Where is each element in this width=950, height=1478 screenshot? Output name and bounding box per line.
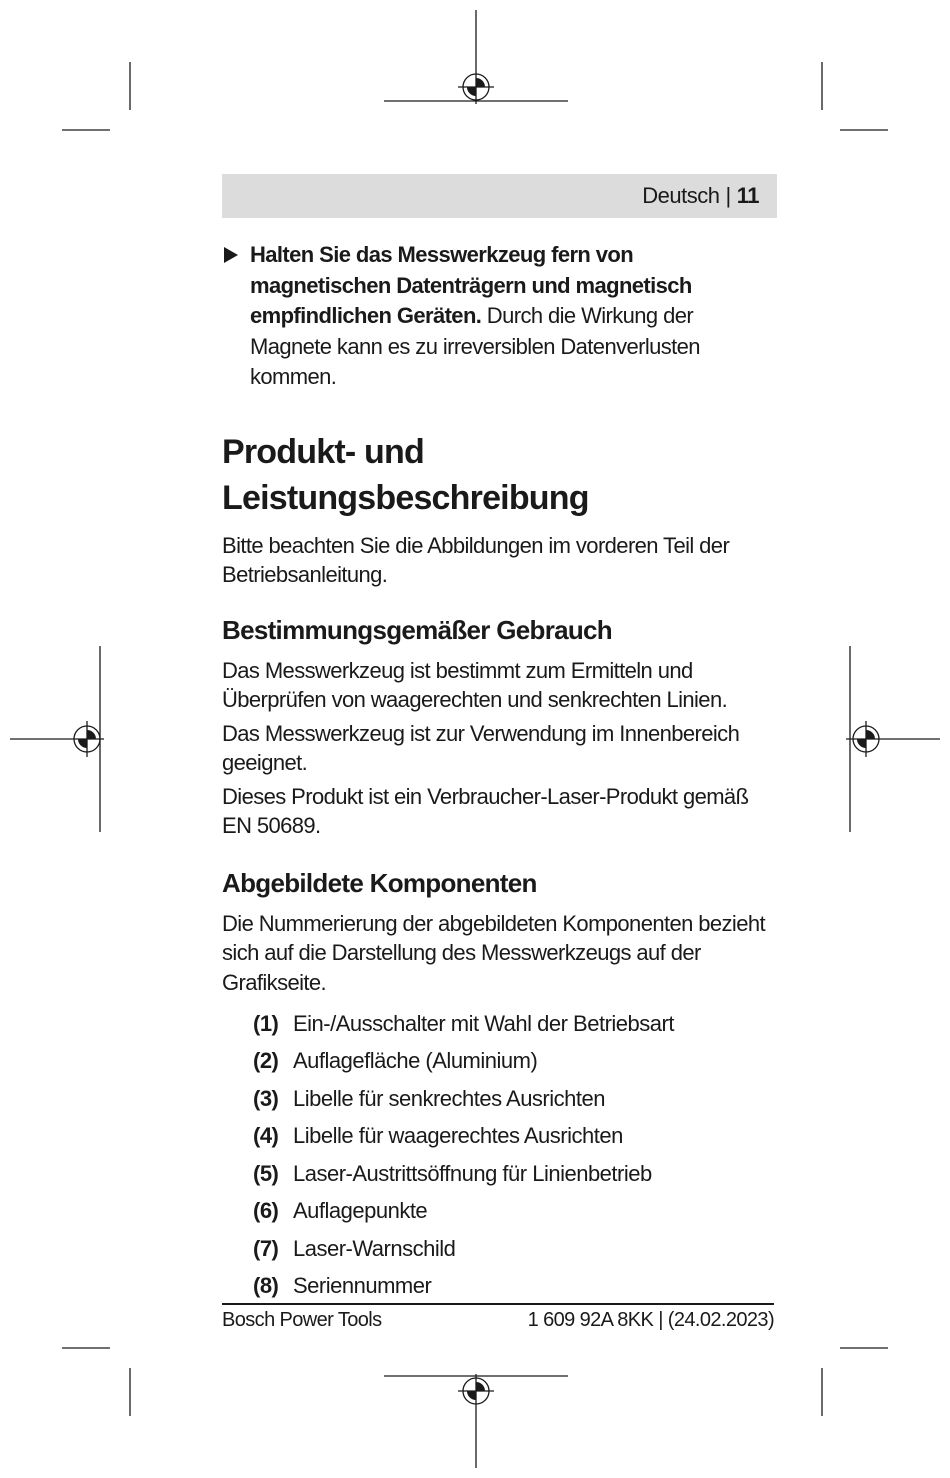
- product-intro: Bitte beachten Sie die Abbildungen im vorderen Teil der Betriebsanleitung.: [222, 532, 730, 587]
- component-number: (2): [253, 1048, 279, 1074]
- page-header: [222, 174, 777, 218]
- component-label: Libelle für senkrechtes Ausrichten: [293, 1085, 605, 1111]
- safety-warning: [222, 240, 777, 393]
- component-item: [253, 1155, 777, 1193]
- footer-document-id: 1 609 92A 8KK | (24.02.2023): [527, 1309, 774, 1331]
- warning-bullet-icon: [224, 247, 238, 263]
- component-list: [222, 1005, 777, 1305]
- section-title-product: Produkt- und Leistungsbeschreibung: [222, 432, 589, 517]
- page-content: [222, 174, 777, 1305]
- components-intro: Die Nummerierung der abgebildeten Komponenten bezieht sich auf die Darstellung des Messwerkzeugs auf der Grafikseite.: [222, 910, 766, 995]
- component-label: Auflagefläche (Aluminium): [293, 1048, 538, 1074]
- component-label: Ein-/Ausschalter mit Wahl der Betriebsart: [293, 1010, 674, 1036]
- component-number: (5): [253, 1160, 279, 1186]
- section-title-intended-use: Bestimmungsgemäßer Gebrauch: [222, 614, 612, 645]
- component-item: [253, 1193, 777, 1231]
- component-number: (6): [253, 1198, 279, 1224]
- component-label: Laser-Warnschild: [293, 1235, 456, 1261]
- header-separator: |: [725, 183, 731, 208]
- component-item: [253, 1230, 777, 1268]
- component-label: Seriennummer: [293, 1273, 432, 1299]
- component-number: (4): [253, 1123, 279, 1149]
- warning-bold-text: Halten Sie das Messwerkzeug fern von magnetischen Datenträgern und magnetisch empfindlichen Geräten.: [250, 242, 692, 328]
- component-item: [253, 1118, 777, 1156]
- component-item: [253, 1005, 777, 1043]
- component-item: [253, 1043, 777, 1081]
- component-label: Libelle für waagerechtes Ausrichten: [293, 1123, 623, 1149]
- component-label: Laser-Austrittsöffnung für Linienbetrieb: [293, 1160, 652, 1186]
- component-number: (7): [253, 1235, 279, 1261]
- footer-brand: Bosch Power Tools: [222, 1309, 382, 1331]
- section-title-components: Abgebildete Komponenten: [222, 867, 537, 898]
- intended-use-paragraph: Dieses Produkt ist ein Verbraucher-Laser-Produkt gemäß EN 50689.: [222, 783, 749, 838]
- component-number: (1): [253, 1010, 279, 1036]
- page-footer: [222, 1303, 774, 1332]
- component-number: (8): [253, 1273, 279, 1299]
- intended-use-paragraph: Das Messwerkzeug ist bestimmt zum Ermitteln und Überprüfen von waagerechten und senkrechten Linien.: [222, 657, 728, 712]
- component-item: [253, 1268, 777, 1306]
- component-number: (3): [253, 1085, 279, 1111]
- warning-text: Durch die Wirkung der Magnete kann es zu irreversiblen Datenverlusten kommen.: [250, 303, 700, 389]
- page-number: 11: [736, 183, 759, 208]
- intended-use-paragraph: Das Messwerkzeug ist zur Verwendung im Innenbereich geeignet.: [222, 720, 740, 775]
- component-label: Auflagepunkte: [293, 1198, 428, 1224]
- header-language: Deutsch: [642, 183, 720, 208]
- component-item: [253, 1080, 777, 1118]
